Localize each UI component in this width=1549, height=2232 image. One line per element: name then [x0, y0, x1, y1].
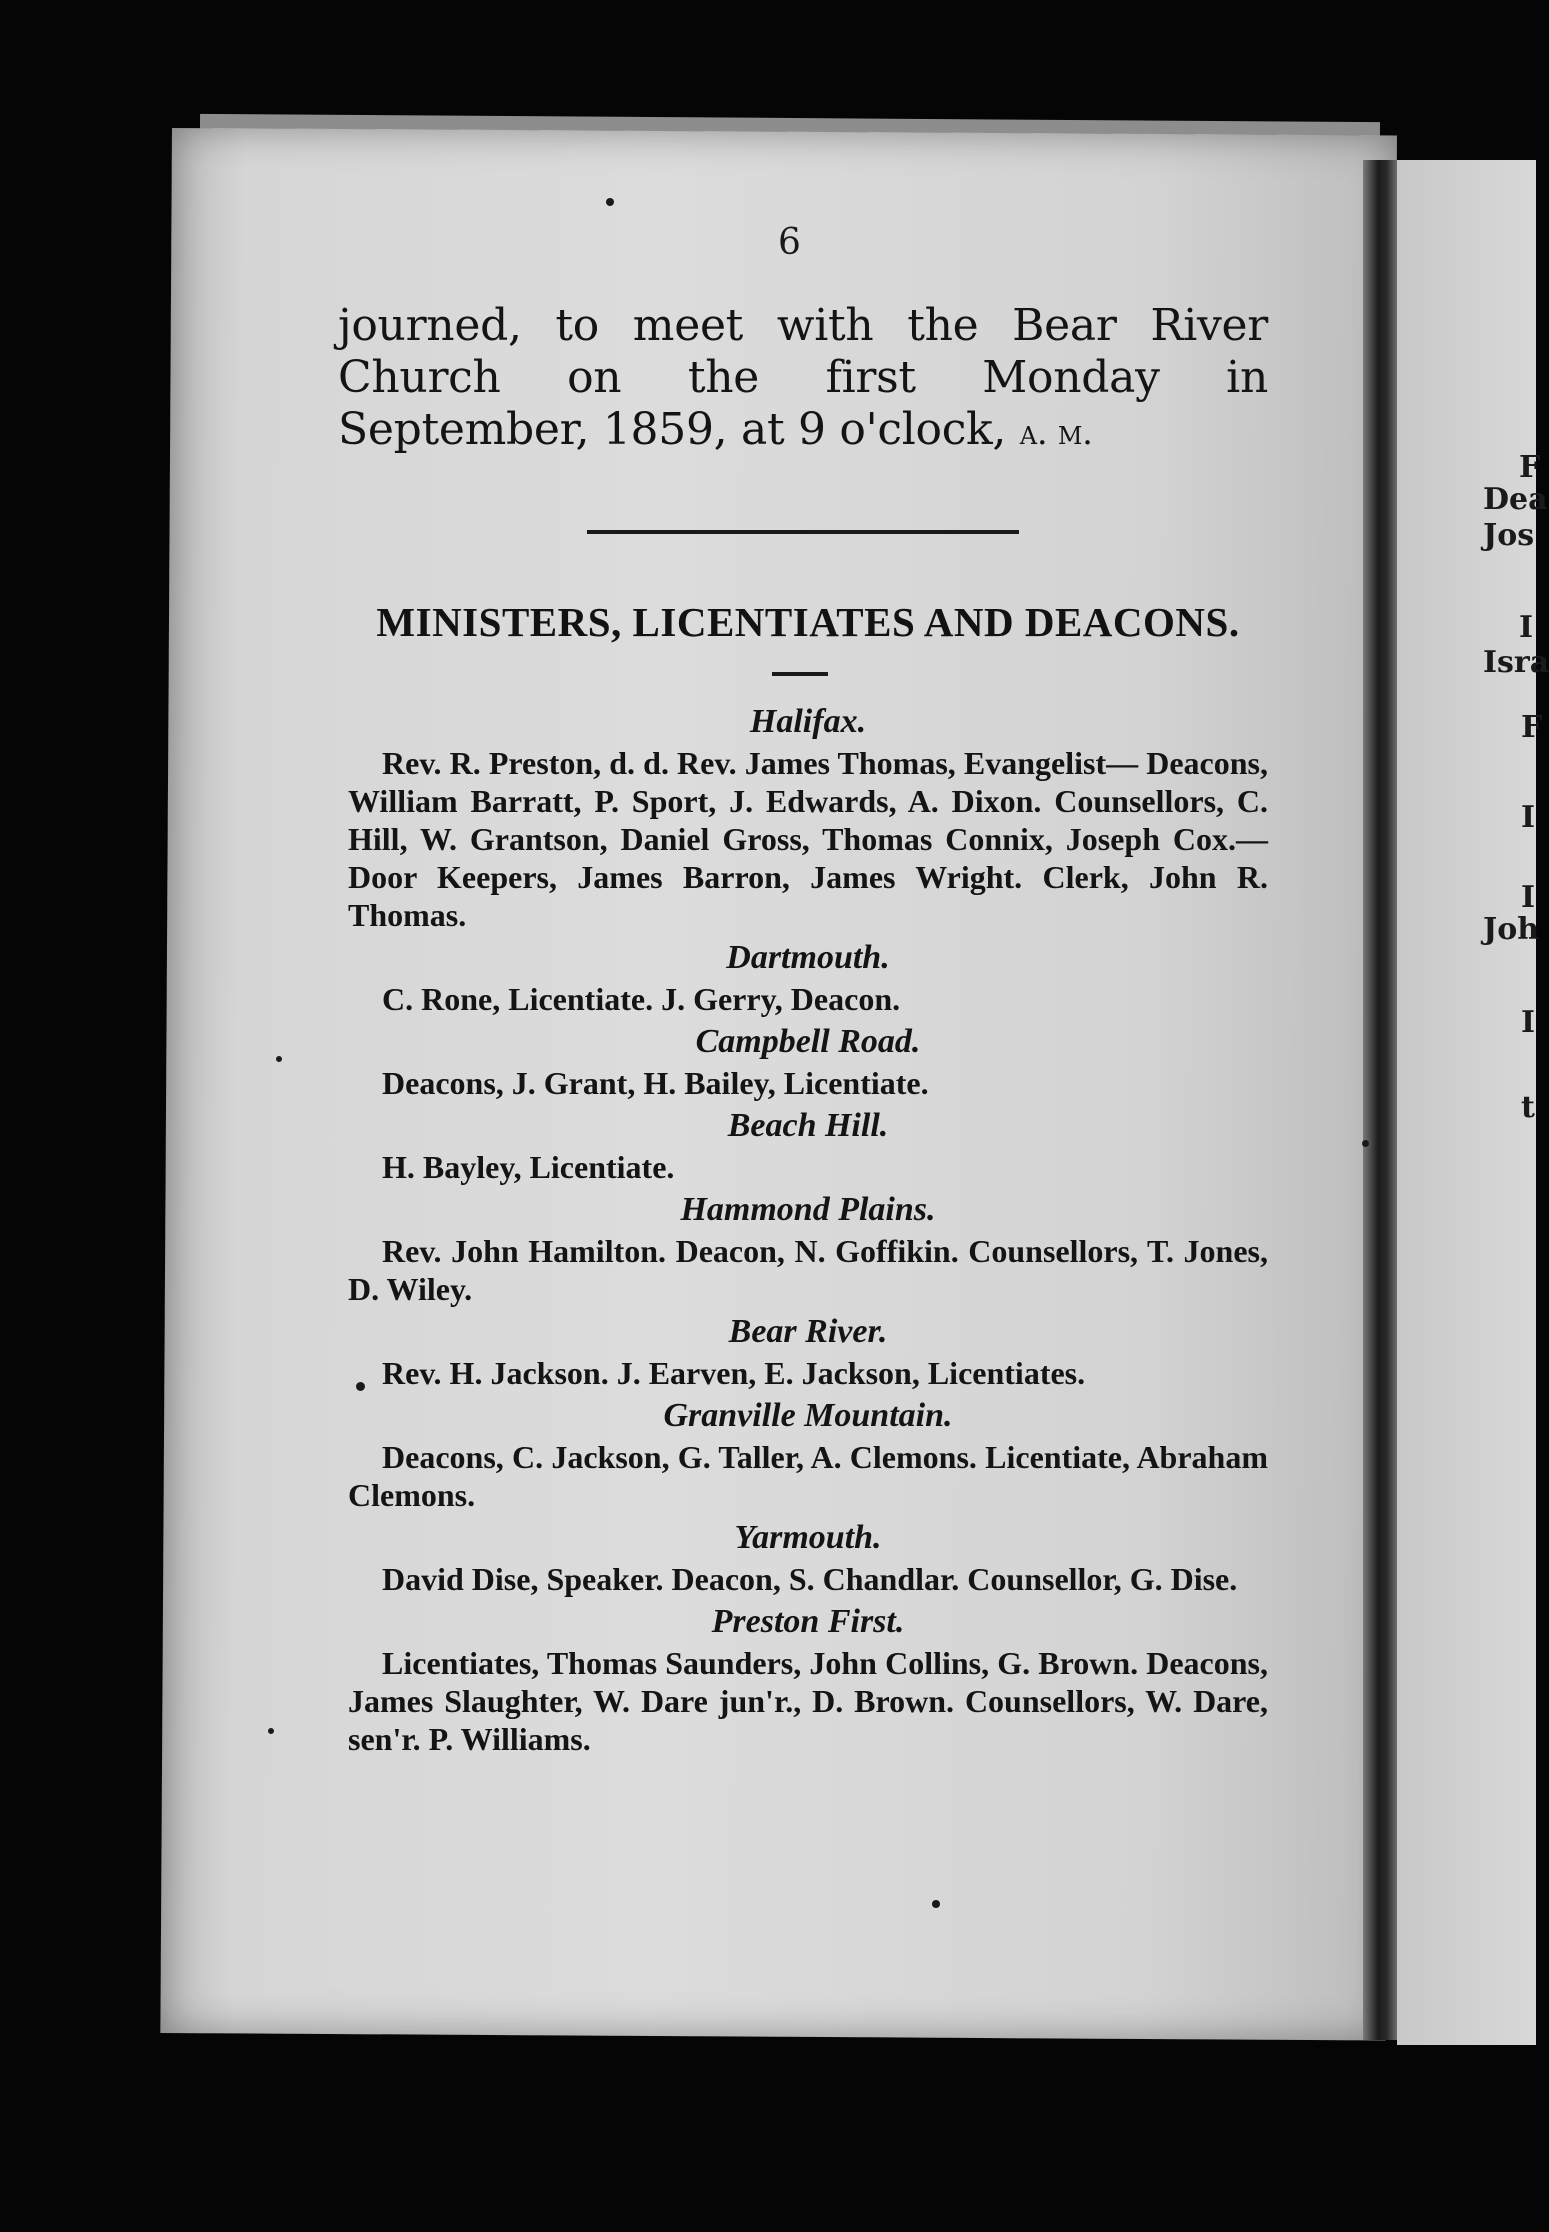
church-entry: Licentiates, Thomas Saunders, John Collins, G. Brown. Deacons, James Slaughter, W. Dare jun'r., D. Brown. Counsellors, W. Dare, sen'r. P. Williams. [348, 1645, 1268, 1757]
scan-speck [932, 1900, 940, 1908]
intro-suffix: a. m. [1019, 413, 1093, 453]
section-heading: MINISTERS, LICENTIATES AND DEACONS. [376, 599, 1240, 645]
place-heading: Campbell Road. [695, 1023, 921, 1060]
intro-paragraph [338, 300, 1268, 459]
page-number: 6 [778, 222, 801, 263]
next-page-fragment: Jos [1483, 518, 1535, 553]
next-page-fragment: I [1521, 1005, 1536, 1040]
heading-underline [772, 672, 828, 676]
church-section-yarmouth [348, 1516, 1268, 1598]
church-entry: Rev. John Hamilton. Deacon, N. Goffikin. Counsellors, T. Jones, D. Wiley. [348, 1233, 1268, 1307]
church-entry: David Dise, Speaker. Deacon, S. Chandlar. Counsellor, G. Dise. [382, 1561, 1238, 1597]
place-heading: Hammond Plains. [680, 1191, 936, 1228]
scan-speck [356, 1382, 365, 1391]
next-page-fragment: Dea [1483, 482, 1548, 517]
church-section-hammond-plains [348, 1188, 1268, 1308]
scan-speck [606, 198, 614, 206]
place-heading: Granville Mountain. [663, 1397, 953, 1434]
church-section-halifax [348, 700, 1268, 934]
scan-speck [268, 1728, 274, 1734]
church-entry: C. Rone, Licentiate. J. Gerry, Deacon. [382, 981, 901, 1017]
church-section-bear-river [348, 1310, 1268, 1392]
place-heading: Dartmouth. [726, 939, 890, 976]
right-page-sliver [1397, 160, 1549, 2045]
next-page-fragment: Joh [1483, 912, 1540, 947]
book-gutter [1363, 160, 1397, 2040]
church-section-beach-hill [348, 1104, 1268, 1186]
church-entry: Rev. H. Jackson. J. Earven, E. Jackson, Licentiates. [382, 1355, 1086, 1391]
place-heading: Halifax. [749, 703, 867, 740]
scan-speck [276, 1056, 282, 1062]
scan-speck [1362, 1140, 1369, 1147]
place-heading: Yarmouth. [734, 1519, 882, 1556]
church-section-preston-first [348, 1600, 1268, 1758]
church-entry: Deacons, J. Grant, H. Bailey, Licentiate. [382, 1065, 929, 1101]
intro-text: journed, to meet with the Bear River Church on the first Monday in September, 1859, at 9 o'clock, [338, 300, 1268, 455]
church-section-campbell-road [348, 1020, 1268, 1102]
next-page-fragment: I [1521, 800, 1536, 835]
church-entry: Rev. R. Preston, d. d. Rev. James Thomas, Evangelist— Deacons, William Barratt, P. Sport, J. Edwards, A. Dixon. Counsellors, C. Hill, W. Grantson, Daniel Gross, Thomas Connix, Joseph Cox.—Door Keepers, James Barron, James Wright. Clerk, John R. Thomas. [348, 745, 1268, 933]
next-page-fragment: F [1519, 450, 1541, 485]
next-page-fragment: Isra [1483, 645, 1549, 680]
section-divider-rule [587, 530, 1019, 534]
next-page-fragment: I [1519, 610, 1534, 645]
next-page-fragment: F [1521, 710, 1543, 745]
church-entry: Deacons, C. Jackson, G. Taller, A. Clemons. Licentiate, Abraham Clemons. [348, 1439, 1268, 1513]
place-heading: Bear River. [728, 1313, 888, 1350]
next-page-fragment: t [1521, 1090, 1535, 1125]
church-section-dartmouth [348, 936, 1268, 1018]
next-page-fragment: I [1521, 880, 1536, 915]
place-heading: Beach Hill. [727, 1107, 889, 1144]
church-listings [348, 700, 1268, 1760]
church-section-granville-mountain [348, 1394, 1268, 1514]
church-entry: H. Bayley, Licentiate. [382, 1149, 675, 1185]
place-heading: Preston First. [711, 1603, 905, 1640]
